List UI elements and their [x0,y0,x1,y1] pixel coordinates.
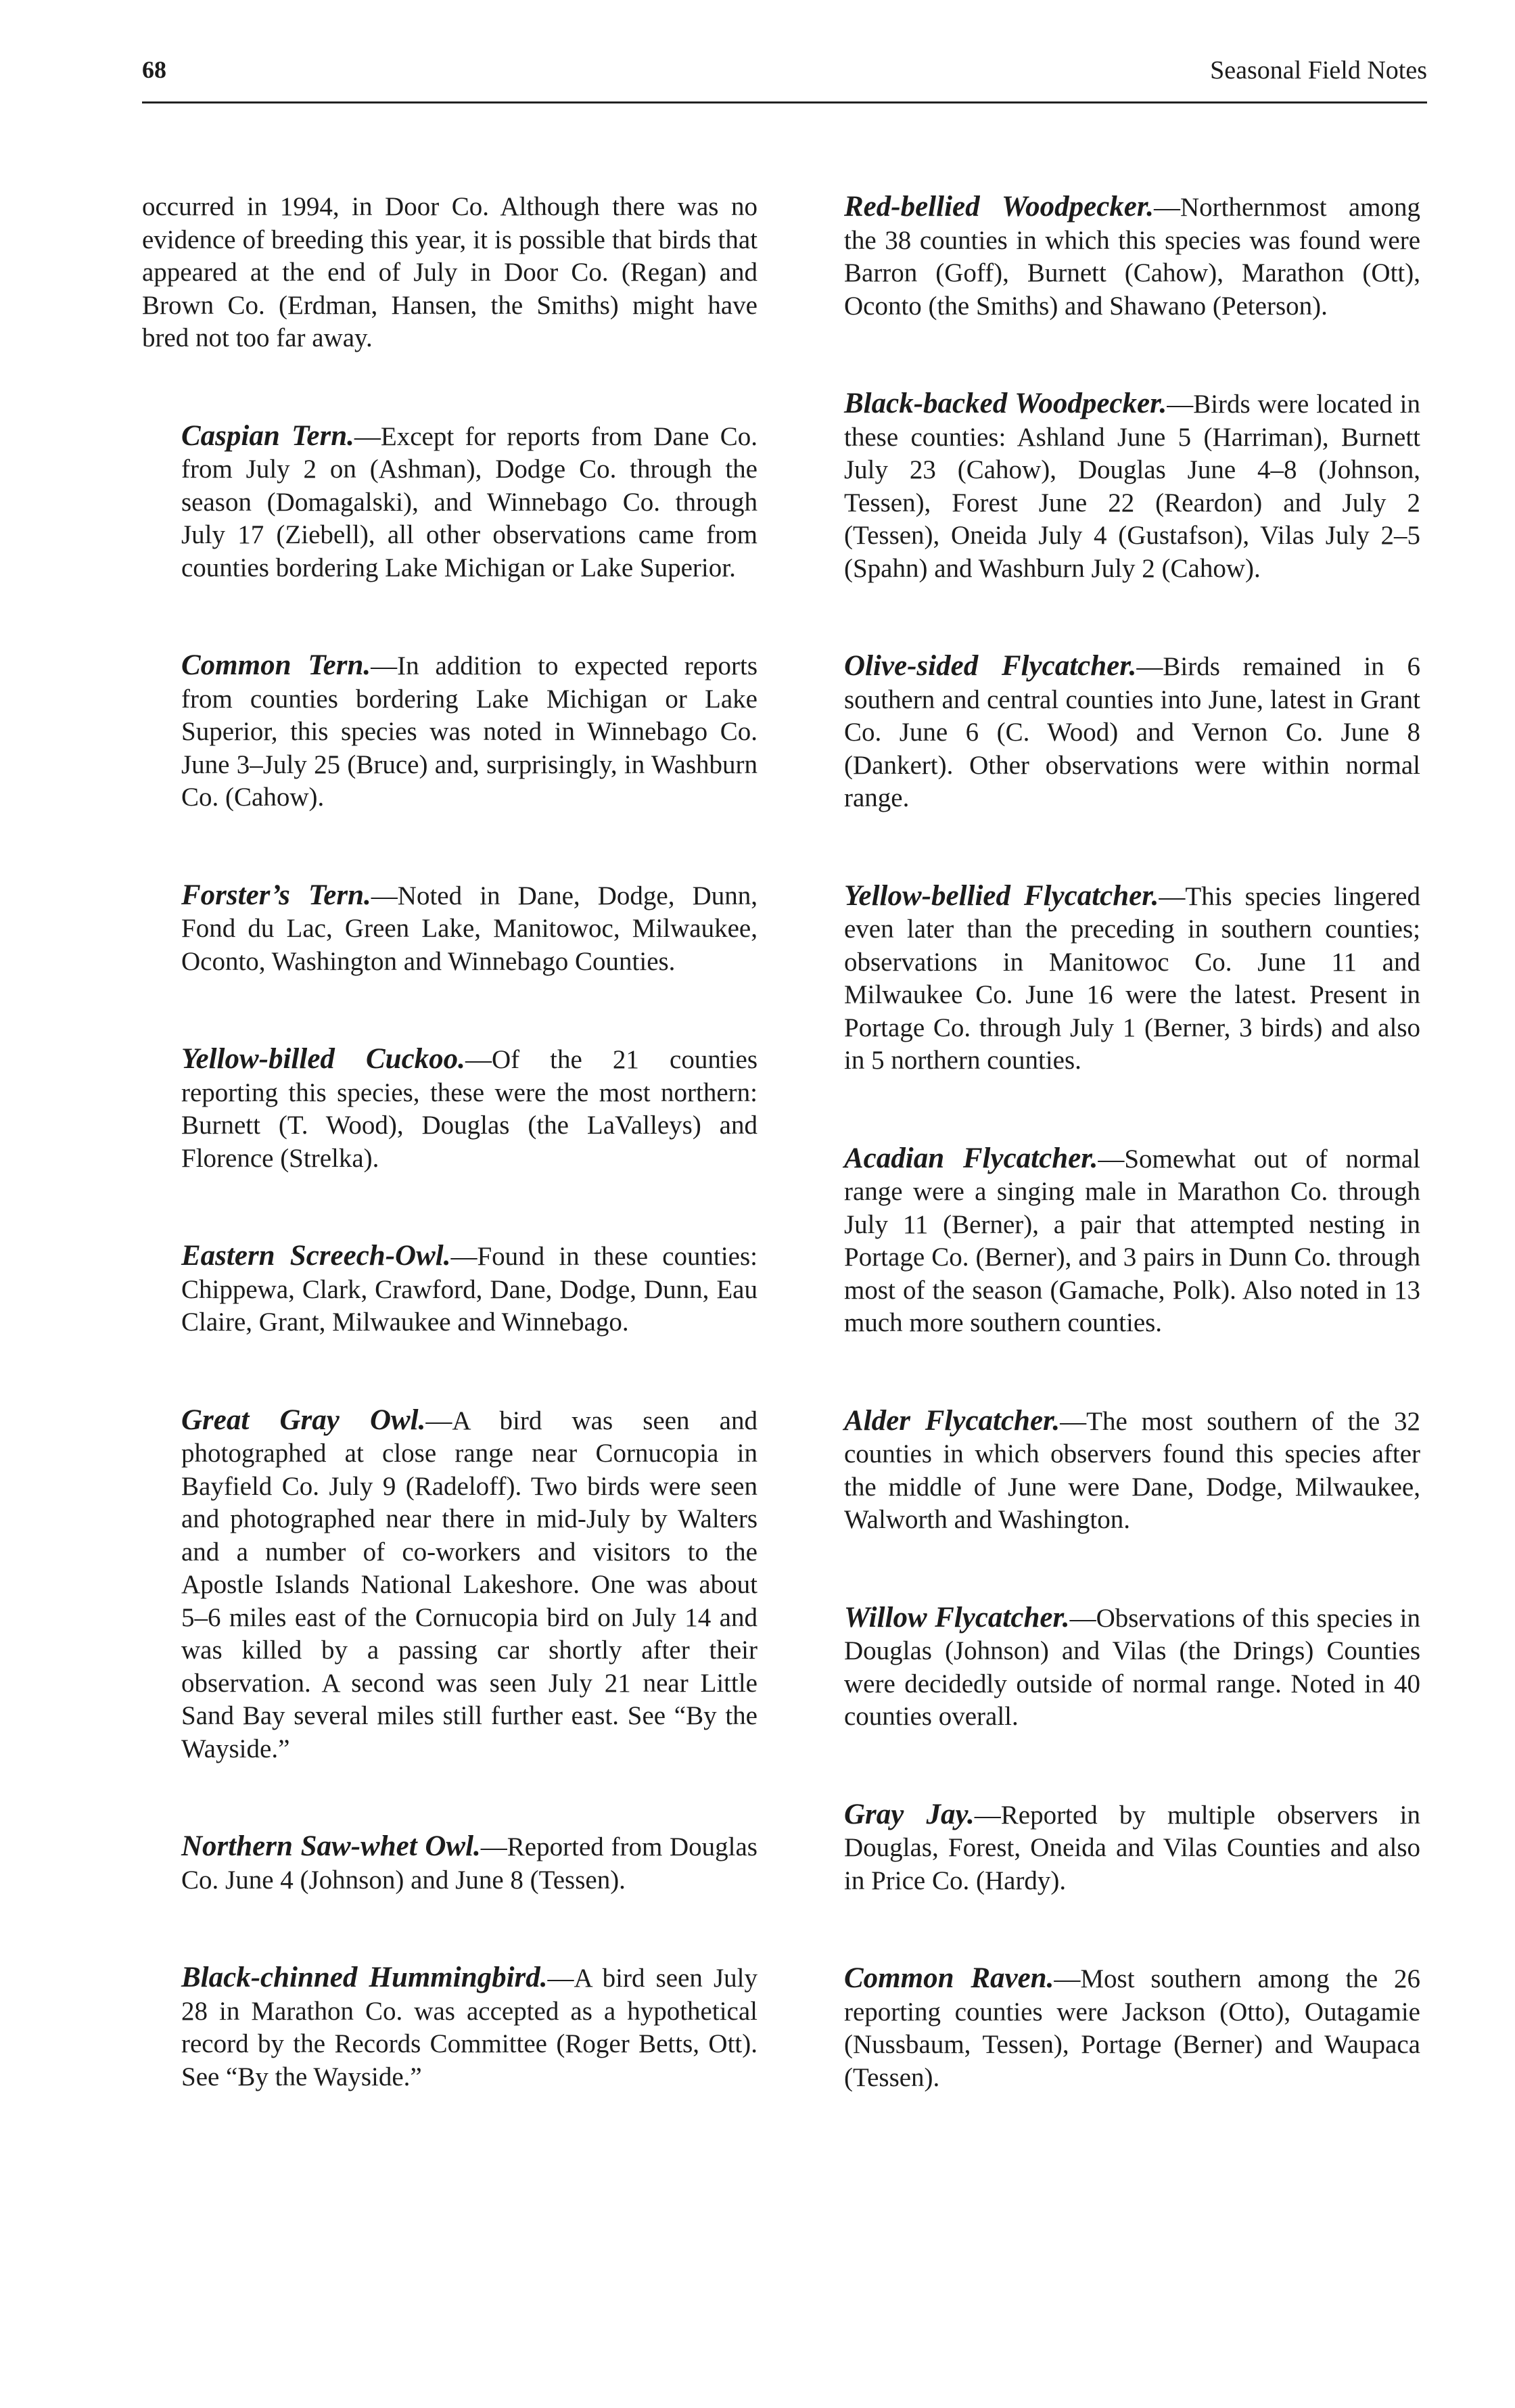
species-entry: Forster’s Tern.—Noted in Dane, Dodge, Dunn, Fond du Lac, Green Lake, Manitowoc, Milwaukee, Oconto, Washington and Winnebago Counties. [181,879,758,976]
species-name: Red-bellied Woodpecker. [844,191,1154,223]
species-name: Yellow-bellied Flycatcher. [844,879,1159,912]
species-text: Of the 21 counties reporting this species, these were the most northern: Burnett (T. Wood), Douglas (the LaValleys) and Florence (Strelka). [181,1045,758,1173]
species-entry: Great Gray Owl.—A bird was seen and photographed at close range near Cornucopia in Bayfield Co. July 9 (Radeloff). Two birds were seen and photographed near there in mid-July by Walters and a number of co-workers and visitors to the Apostle Islands National Lakeshore. One was about 5–6 miles east of the Cornucopia bird on July 14 and was killed by a passing car shortly after their observation. A second was seen July 21 near Little Sand Bay several miles still further east. See “By the Wayside.” [181,1404,758,1763]
species-entry: Acadian Flycatcher.—Somewhat out of normal range were a singing male in Marathon Co. through July 11 (Berner), a pair that attempted nesting in Portage Co. (Berner), and 3 pairs in Dunn Co. through most of the season (Gamache, Polk). Also noted in 13 much more southern counties. [844,1142,1421,1337]
species-name: Gray Jay. [844,1798,975,1830]
species-entry: Northern Saw-whet Owl.—Reported from Douglas Co. June 4 (Johnson) and June 8 (Tessen). [181,1830,758,1895]
species-name: Olive-sided Flycatcher. [844,650,1137,682]
species-text: Birds remained in 6 southern and central counties into June, latest in Grant Co. June 6 (C. Wood) and Vernon Co. June 8 (Dankert). Other observations were within normal range. [844,652,1420,812]
species-name: Willow Flycatcher. [844,1601,1070,1634]
species-text: Noted in Dane, Dodge, Dunn, Fond du Lac, Green Lake, Manitowoc, Milwaukee, Oconto, Washington and Winnebago Counties. [181,881,758,976]
species-entry: Willow Flycatcher.—Observations of this species in Douglas (Johnson) and Vilas (the Drings) Counties were decidedly outside of normal range. Noted in 40 counties overall. [844,1601,1420,1731]
species-name: Yellow-billed Cuckoo. [181,1043,465,1075]
species-name: Eastern Screech-Owl. [181,1240,451,1272]
species-entry: Eastern Screech-Owl.—Found in these counties: Chippewa, Clark, Crawford, Dane, Dodge, Dunn, Eau Claire, Grant, Milwaukee and Winnebago. [181,1240,758,1337]
species-name: Black-backed Woodpecker. [844,388,1167,419]
species-entry: Red-bellied Woodpecker.—Northernmost among the 38 counties in which this species was found were Barron (Goff), Burnett (Cahow), Marathon (Ott), Oconto (the Smiths) and Shawano (Peterson). [844,191,1421,321]
species-name: Caspian Tern. [181,419,354,452]
species-name: Northern Saw-whet Owl. [181,1830,481,1862]
species-name: Forster’s Tern. [181,879,371,911]
species-text: Northernmost among the 38 counties in which this species was found were Barron (Goff), Burnett (Cahow), Marathon (Ott), Oconto (the Smiths) and Shawano (Peterson). [844,193,1421,321]
species-name: Great Gray Owl. [181,1404,426,1436]
species-entry: Common Raven.—Most southern among the 26 reporting counties were Jackson (Otto), Outagamie (Nussbaum, Tessen), Portage (Berner) and Waupaca (Tessen). [844,1962,1420,2092]
species-name: Black-chinned Hummingbird. [181,1962,548,1993]
left-column [142,191,758,2093]
species-name: Common Raven. [844,1962,1054,1994]
page-header [142,55,1427,103]
species-entry: Alder Flycatcher.—The most southern of the 32 counties in which observers found this species after the middle of June were Dane, Dodge, Milwaukee, Walworth and Washington. [844,1404,1420,1534]
species-entry: Gray Jay.—Reported by multiple observers in Douglas, Forest, Oneida and Vilas Counties and also in Price Co. (Hardy). [844,1798,1420,1895]
species-text: Most southern among the 26 reporting counties were Jackson (Otto), Outagamie (Nussbaum, Tessen), Portage (Berner) and Waupaca (Tessen). [844,1964,1420,2092]
species-text: Observations of this species in Douglas (Johnson) and Vilas (the Drings) Counties were decidedly outside of normal range. Noted in 40 counties overall. [844,1603,1420,1731]
species-text: Except for reports from Dane Co. from July 2 on (Ashman), Dodge Co. through the season (Domagalski), and Winnebago Co. through July 17 (Ziebell), all other observations came from counties bordering Lake Michigan or Lake Superior. [181,421,758,582]
species-entry: Yellow-bellied Flycatcher.—This species lingered even later than the preceding in southern counties; observations in Manitowoc Co. June 11 and Milwaukee Co. June 16 were the latest. Present in Portage Co. through July 1 (Berner, 3 birds) and also in 5 northern counties. [844,879,1420,1075]
species-text: Somewhat out of normal range were a singing male in Marathon Co. through July 11 (Berner), a pair that attempted nesting in Portage Co. (Berner), and 3 pairs in Dunn Co. through most of the season (Gamache, Polk). Also noted in 13 much more southern counties. [844,1144,1421,1337]
running-title: Seasonal Field Notes [1210,56,1427,85]
species-entry: Yellow-billed Cuckoo.—Of the 21 counties reporting this species, these were the most northern: Burnett (T. Wood), Douglas (the LaValleys) and Florence (Strelka). [181,1043,758,1173]
page-number: 68 [142,56,166,83]
species-entry: Common Tern.—In addition to expected reports from counties bordering Lake Michigan or Lake Superior, this species was noted in Winnebago Co. June 3–July 25 (Bruce) and, surprisingly, in Washburn Co. (Cahow). [181,649,758,812]
species-entry: Caspian Tern.—Except for reports from Dane Co. from July 2 on (Ashman), Dodge Co. through the season (Domagalski), and Winnebago Co. through July 17 (Ziebell), all other observations came from counties bordering Lake Michigan or Lake Superior. [181,419,758,582]
species-name: Common Tern. [181,649,371,681]
species-text: Found in these counties: Chippewa, Clark, Crawford, Dane, Dodge, Dunn, Eau Claire, Grant, Milwaukee and Winnebago. [181,1242,758,1337]
continued-paragraph: occurred in 1994, in Door Co. Although there was no evidence of breeding this year, it is possible that birds that appeared at the end of July in Door Co. (Regan) and Brown Co. (Erdman, Hansen, the Smiths) might have bred not too far away. [142,192,758,352]
species-text: A bird seen July 28 in Marathon Co. was accepted as a hypothetical record by the Records Committee (Roger Betts, Ott). See “By the Wayside.” [181,1964,758,2091]
right-column [805,191,1420,2094]
species-entry: Olive-sided Flycatcher.—Birds remained in 6 southern and central counties into June, latest in Grant Co. June 6 (C. Wood) and Vernon Co. June 8 (Dankert). Other observations were within normal range. [844,650,1420,812]
species-text: Birds were located in these counties: Ashland June 5 (Harriman), Burnett July 23 (Cahow), Douglas June 4–8 (Johnson, Tessen), Forest June 22 (Reardon) and July 2 (Tessen), Oneida July 4 (Gustafson), Vilas July 2–5 (Spahn) and Washburn July 2 (Cahow). [844,390,1420,583]
species-text: The most southern of the 32 counties in which observers found this species after the middle of June were Dane, Dodge, Milwaukee, Walworth and Washington. [844,1406,1420,1534]
species-text: Reported from Douglas Co. June 4 (Johnson) and June 8 (Tessen). [181,1832,758,1895]
species-entry: Black-chinned Hummingbird.—A bird seen July 28 in Marathon Co. was accepted as a hypothetical record by the Records Committee (Roger Betts, Ott). See “By the Wayside.” [181,1962,758,2091]
species-name: Acadian Flycatcher. [844,1142,1098,1174]
species-text: Reported by multiple observers in Douglas, Forest, Oneida and Vilas Counties and also in Price Co. (Hardy). [844,1800,1420,1895]
species-entry: Black-backed Woodpecker.—Birds were located in these counties: Ashland June 5 (Harriman), Burnett July 23 (Cahow), Douglas June 4–8 (Johnson, Tessen), Forest June 22 (Reardon) and July 2 (Tessen), Oneida July 4 (Gustafson), Vilas July 2–5 (Spahn) and Washburn July 2 (Cahow). [844,388,1420,583]
species-text: In addition to expected reports from counties bordering Lake Michigan or Lake Superior, this species was noted in Winnebago Co. June 3–July 25 (Bruce) and, surprisingly, in Washburn Co. (Cahow). [181,651,758,812]
species-text: This species lingered even later than the preceding in southern counties; observations in Manitowoc Co. June 11 and Milwaukee Co. June 16 were the latest. Present in Portage Co. through July 1 (Berner, 3 birds) and also in 5 northern counties. [844,881,1420,1075]
species-text: A bird was seen and photographed at close range near Cornucopia in Bayfield Co. July 9 (Radeloff). Two birds were seen and photographed near there in mid-July by Walters and a number of co-workers and visitors to the Apostle Islands National Lakeshore. One was about 5–6 miles east of the Cornucopia bird on July 14 and was killed by a passing car shortly after their observation. A second was seen July 21 near Little Sand Bay several miles still further east. See “By the Wayside.” [181,1406,758,1763]
species-name: Alder Flycatcher. [844,1404,1060,1437]
